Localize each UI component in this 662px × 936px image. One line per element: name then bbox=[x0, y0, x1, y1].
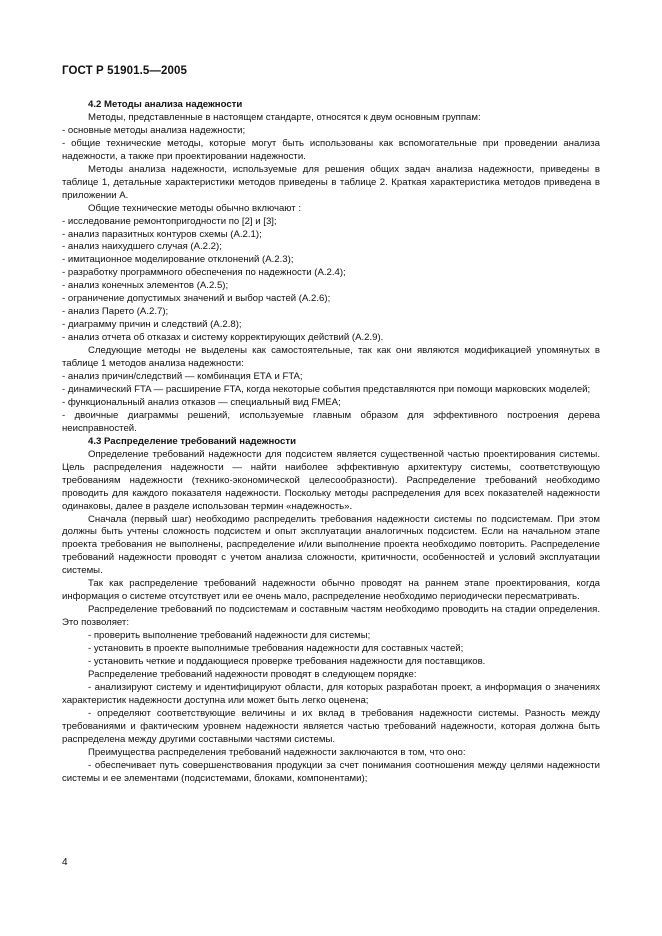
body-paragraph: - общие технические методы, которые могут быть использованы как вспомогательные при проведении анализа надежности, а также при проектировании надежности. bbox=[62, 137, 600, 162]
body-paragraph: Методы анализа надежности, используемые для решения общих задач анализа надежности, приведены в таблице 1, детальные характеристики методов приведены в таблице 2. Краткая характеристика методов приведена в приложении А. bbox=[62, 163, 600, 201]
document-body bbox=[62, 99, 600, 786]
body-paragraph: - разработку программного обеспечения по надежности (А.2.4); bbox=[62, 267, 346, 279]
body-paragraph: - анализируют систему и идентифицируют области, для которых разработан проект, а информация о значениях характеристик надежности доступна или может быть легко оценена; bbox=[62, 681, 600, 706]
body-paragraph: Так как распределение требований надежности обычно проводят на раннем этапе проектирования, когда информация о системе отсутствует или ее очень мало, распределение необходимо периодически пересматривать. bbox=[62, 578, 600, 603]
page-number: 4 bbox=[62, 857, 68, 868]
body-paragraph: - основные методы анализа надежности; bbox=[62, 124, 246, 136]
body-paragraph: Распределение требований по подсистемам и составным частям необходимо проводить на стадии определения. Это позволяет: bbox=[62, 604, 600, 629]
body-paragraph: - динамический FTA — расширение FTA, когда некоторые события представляются при помощи марковских моделей; bbox=[62, 383, 591, 395]
body-paragraph: - анализ Парето (А.2.7); bbox=[62, 306, 169, 318]
body-paragraph: Методы, представленные в настоящем стандарте, относятся к двум основным группам: bbox=[88, 111, 481, 123]
body-paragraph: Следующие методы не выделены как самостоятельные, так как они являются модификацией упомянутых в таблице 1 методов анализа надежности: bbox=[62, 345, 600, 370]
body-paragraph: - анализ паразитных контуров схемы (А.2.1); bbox=[62, 228, 262, 240]
body-paragraph: - двоичные диаграммы решений, используемые главным образом для эффективного построения дерева неисправностей. bbox=[62, 409, 600, 434]
body-paragraph: - диаграмму причин и следствий (А.2.8); bbox=[62, 319, 242, 331]
body-paragraph: - определяют соответствующие величины и их вклад в требования надежности системы. Разность между требованиями и фактическим уровнем надежности является частью требований надежности, которая должна быть распределена между другими составными частями системы. bbox=[62, 707, 600, 745]
body-paragraph: - имитационное моделирование отклонений (А.2.3); bbox=[62, 254, 294, 266]
body-paragraph: Сначала (первый шаг) необходимо распределить требования надежности системы по подсистемам. При этом должны быть учтены сложность подсистем и опыт эксплуатации аналогичных подсистем. Если на начальном этапе проекта требования не выполнены, распределение и/или выполнение проекта необходимо повторить. Распределение требований надежности проводят с учетом анализа сложности, критичности, особенностей и условий эксплуатации системы. bbox=[62, 513, 600, 577]
body-paragraph: - анализ наихудшего случая (А.2.2); bbox=[62, 241, 222, 253]
section-heading: 4.3 Распределение требований надежности bbox=[88, 435, 296, 447]
body-paragraph: - анализ причин/следствий — комбинация ЕТА и FTA; bbox=[62, 371, 303, 383]
body-paragraph: - установить в проекте выполнимые требования надежности для составных частей; bbox=[88, 643, 464, 655]
body-paragraph: Распределение требований надежности проводят в следующем порядке: bbox=[88, 668, 417, 680]
body-paragraph: - исследование ремонтопригодности по [2] и [3]; bbox=[62, 215, 277, 227]
body-paragraph: - анализ отчета об отказах и систему корректирующих действий (А.2.9). bbox=[62, 332, 384, 344]
body-paragraph: - функциональный анализ отказов — специальный вид FMEA; bbox=[62, 396, 341, 408]
body-paragraph: - установить четкие и поддающиеся проверке требования надежности для поставщиков. bbox=[88, 655, 486, 667]
body-paragraph: - обеспечивает путь совершенствования продукции за счет понимания соотношения между целями надежности системы и ее элементами (подсистемами, блоками, компонентами); bbox=[62, 759, 600, 784]
body-paragraph: - анализ конечных элементов (А.2.5); bbox=[62, 280, 229, 292]
body-paragraph: Определение требований надежности для подсистем является существенной частью проектирования системы. Цель распределения надежности — найти наиболее эффективную архитектуру системы, соответствующую требованиям надежности (технико-экономической целесообразности). Распределение требований необходимо проводить для каждого показателя надежности. Поскольку методы распределения для всех показателей надежности одинаковы, далее в разделе использован термин «надежность». bbox=[62, 448, 600, 512]
body-paragraph: - проверить выполнение требований надежности для системы; bbox=[88, 630, 371, 642]
document-code-header: ГОСТ Р 51901.5—2005 bbox=[62, 65, 187, 77]
section-heading: 4.2 Методы анализа надежности bbox=[88, 99, 243, 110]
body-paragraph: Общие технические методы обычно включают : bbox=[88, 202, 301, 214]
body-paragraph: Преимущества распределения требований надежности заключаются в том, что оно: bbox=[88, 746, 466, 758]
body-paragraph: - ограничение допустимых значений и выбор частей (А.2.6); bbox=[62, 293, 331, 305]
